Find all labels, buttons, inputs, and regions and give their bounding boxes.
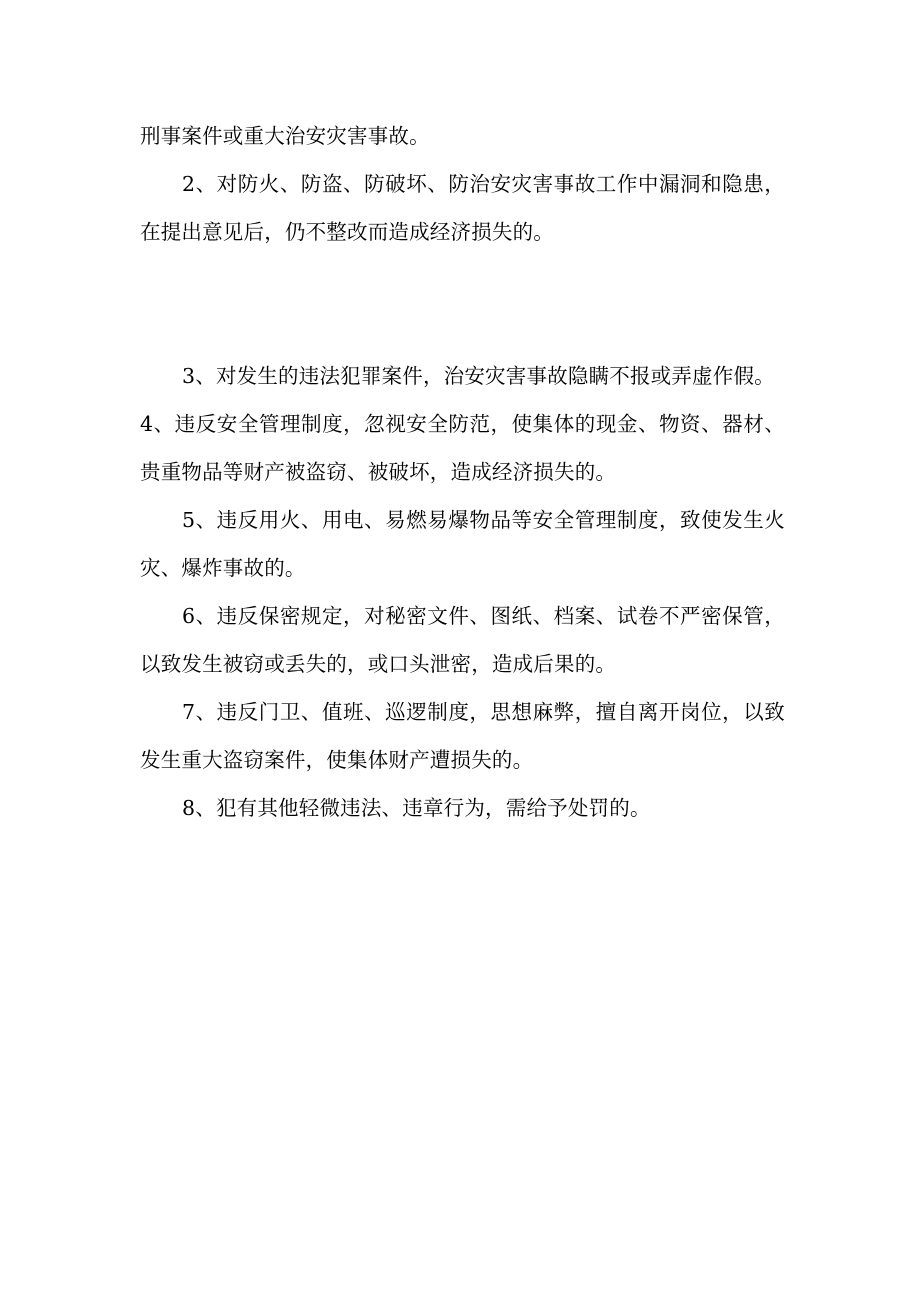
paragraph-item-3: 3、对发生的违法犯罪案件，治安灾害事故隐瞒不报或弄虚作假。 bbox=[182, 364, 775, 388]
paragraph-item-6: 6、违反保密规定，对秘密文件、图纸、档案、试卷不严密保管，以致发生被窃或丢失的，或口头泄密，造成后果的。 bbox=[140, 604, 785, 676]
paragraph-item-5: 5、违反用火、用电、易燃易爆物品等安全管理制度，致使发生火灾、爆炸事故的。 bbox=[140, 508, 785, 580]
paragraph-item-2: 2、对防火、防盗、防破坏、防治安灾害事故工作中漏洞和隐患，在提出意见后，仍不整改而造成经济损失的。 bbox=[140, 172, 785, 244]
paragraph-item-4: 4、违反安全管理制度，忽视安全防范，使集体的现金、物资、器材、贵重物品等财产被盗窃、被破坏，造成经济损失的。 bbox=[140, 412, 785, 484]
paragraph-item-7: 7、违反门卫、值班、巡逻制度，思想麻弊，擅自离开岗位，以致发生重大盗窃案件，使集体财产遭损失的。 bbox=[140, 700, 785, 772]
paragraph-continuation: 刑事案件或重大治安灾害事故。 bbox=[140, 124, 430, 148]
paragraph-item-8: 8、犯有其他轻微违法、违章行为，需给予处罚的。 bbox=[182, 796, 651, 820]
